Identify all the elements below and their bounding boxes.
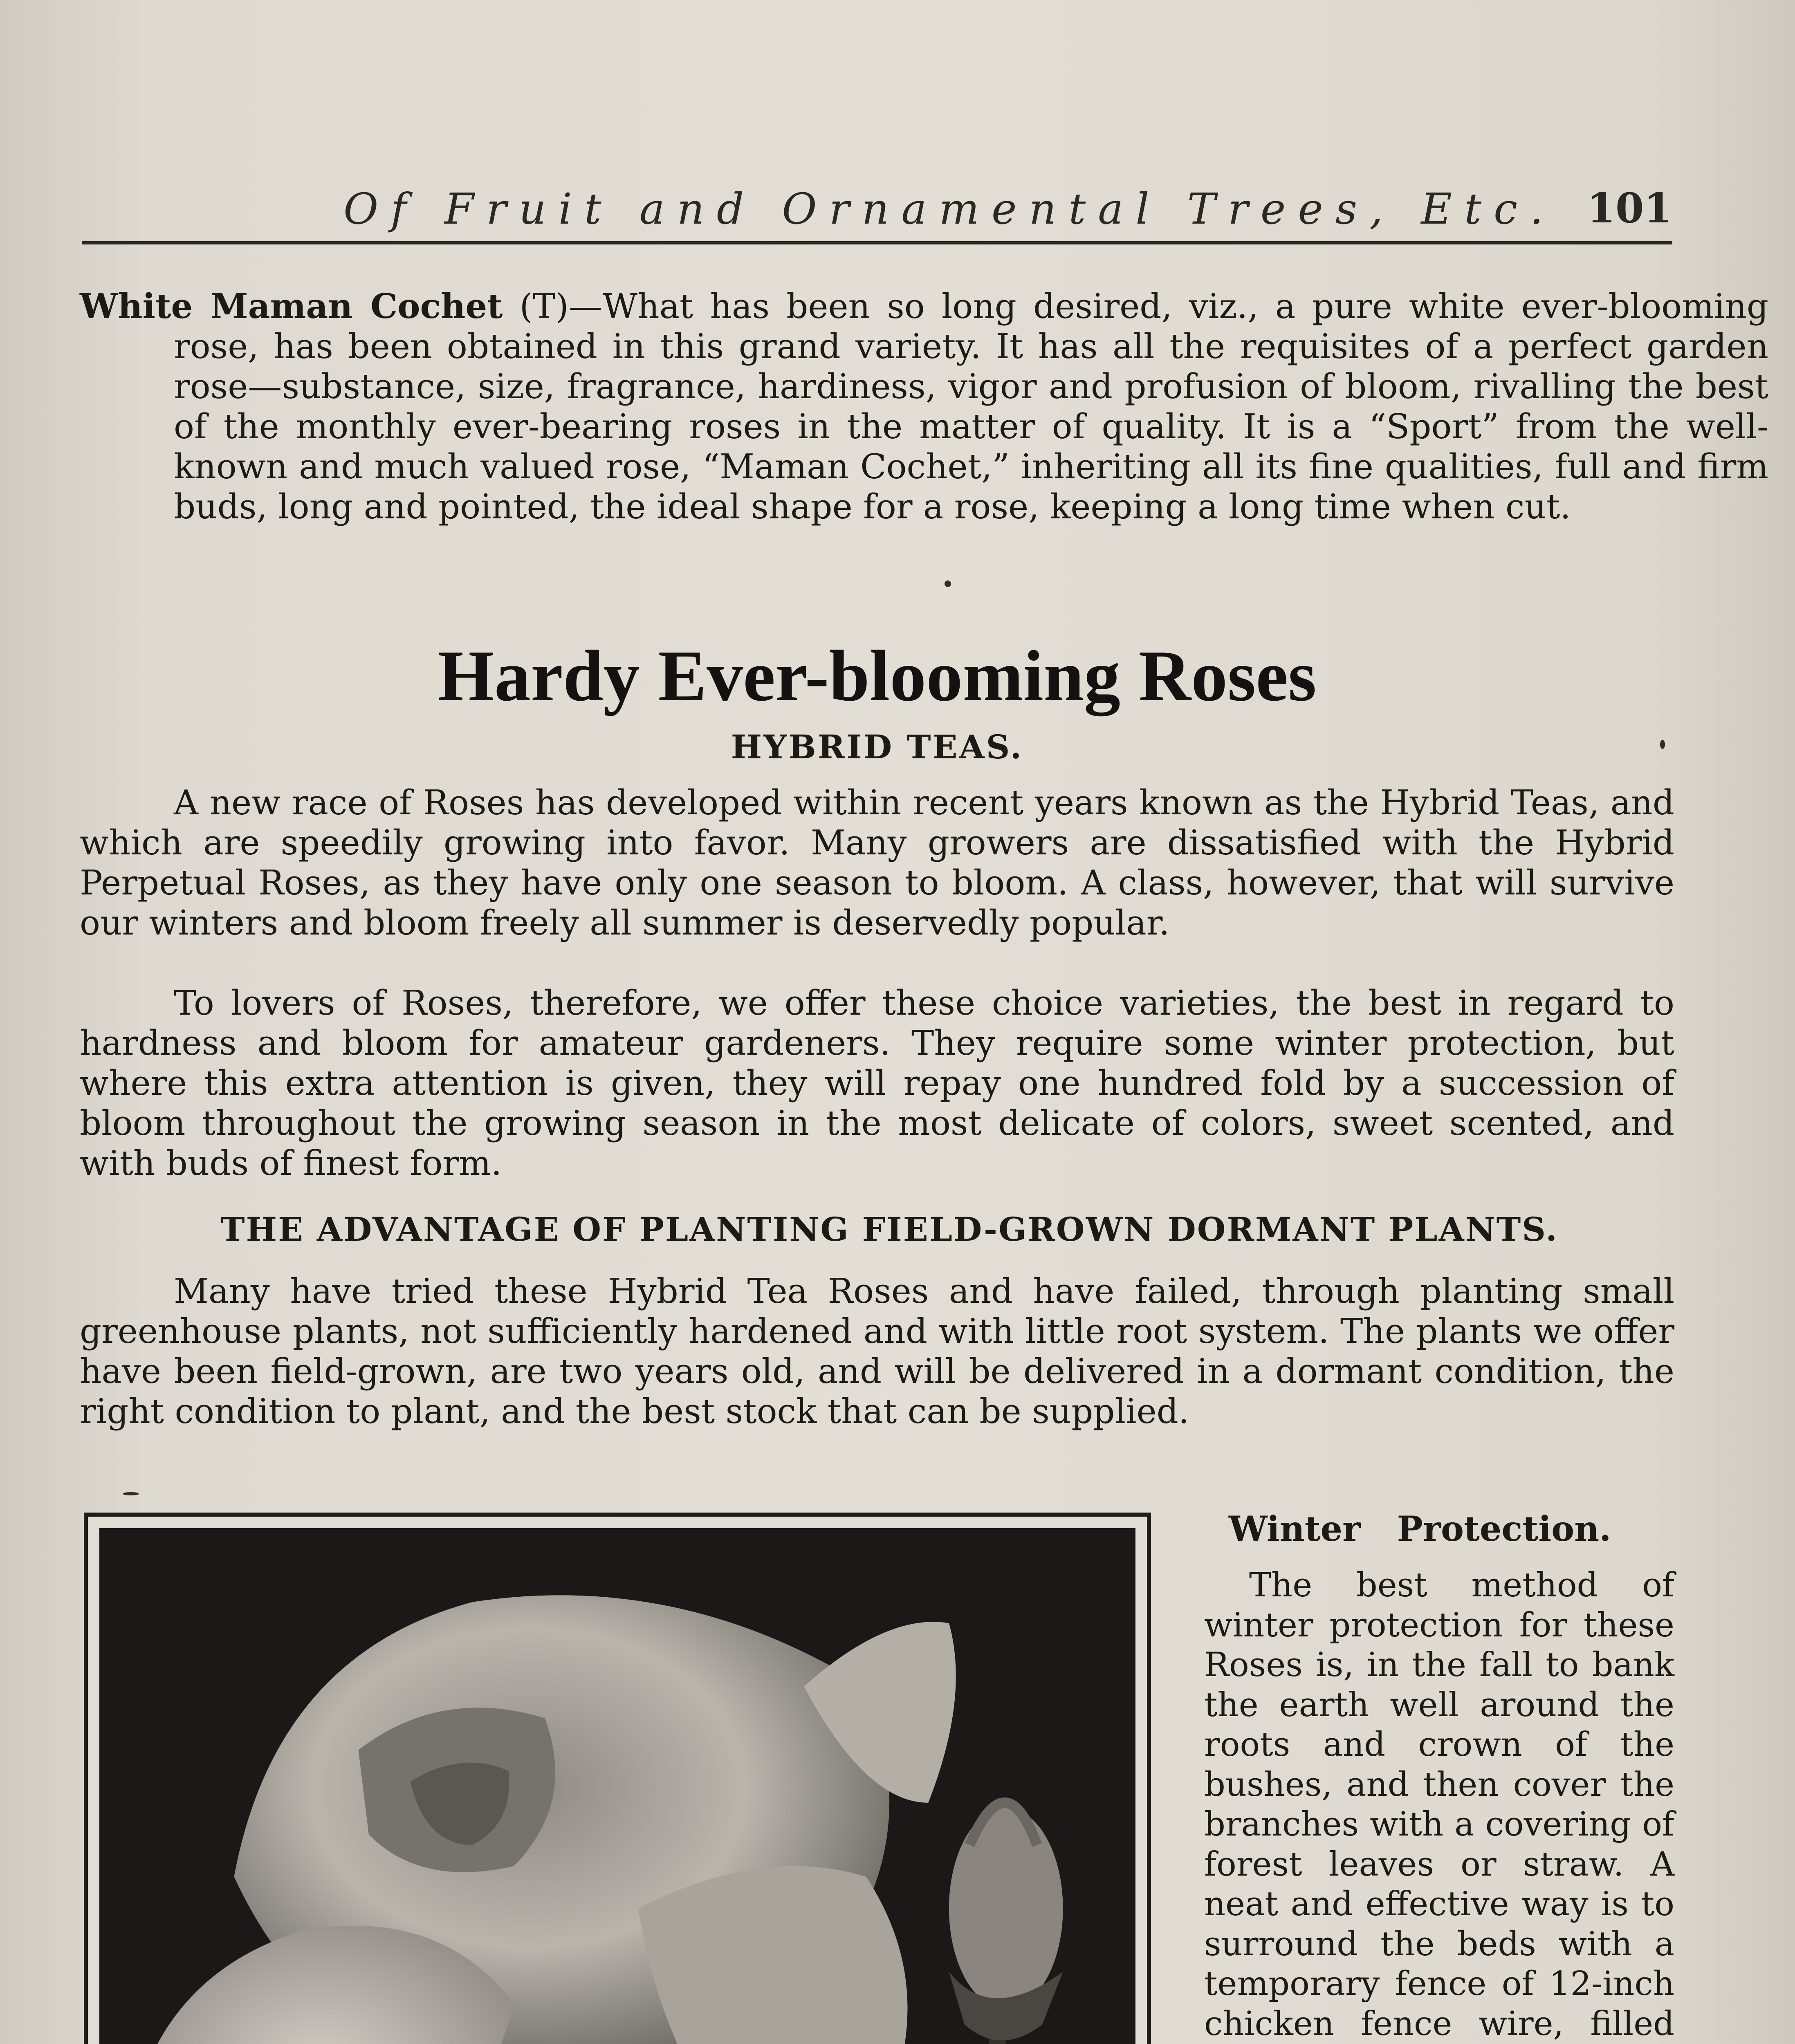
- rose-illustration: [99, 1528, 1135, 2044]
- advantage-heading: THE ADVANTAGE OF PLANTING FIELD-GROWN DORMANT PLANTS.: [220, 1210, 1558, 1248]
- rose-photo-frame: [84, 1513, 1151, 2044]
- advantage-paragraph: Many have tried these Hybrid Tea Roses and have failed, through planting small greenhouse plants, not sufficiently hardened and with little root system. The plants we offer have been field-grown, are two years old, and will be delivered in a dormant condition, the right condition to plant, and the best stock that can be supplied.: [80, 1271, 1674, 1431]
- paper-speck: [1660, 740, 1665, 749]
- intro-paragraph-2: To lovers of Roses, therefore, we offer these choice varieties, the best in regard to hardness and bloom for amateur gardeners. They require some winter protection, but where this extra attention is given, they will repay one hundred fold by a succession of bloom throughout the growing season in the most delicate of colors, sweet scented, and with buds of finest form.: [80, 983, 1674, 1183]
- paper-speck: [945, 580, 951, 587]
- page-number: 101: [1587, 184, 1672, 232]
- section-subtitle: HYBRID TEAS.: [731, 728, 1023, 766]
- winter-protection-text: The best method of winter protection for these Roses is, in the fall to bank the earth well around the roots and crown of the bushes, and then cover the branches with a covering of forest leaves or straw. A neat and effective way is to surround the beds with a temporary fence of 12-inch chicken fence wire, filled: [1204, 1566, 1674, 2043]
- winter-protection-heading: Winter Protection.: [1229, 1508, 1611, 1549]
- rose-photo: [99, 1528, 1135, 2044]
- paper-speck: [123, 1492, 139, 1495]
- intro-paragraph-1: A new race of Roses has developed within recent years known as the Hybrid Teas, and which are speedily growing into favor. Many growers are dissatisfied with the Hybrid Perpetual Roses, as they have only one season to bloom. A class, however, that will survive our winters and bloom freely all summer is deservedly popular.: [80, 783, 1674, 943]
- entry-description: (T)—What has been so long desired, viz., a pure white ever-blooming rose, has been obtained in this grand variety. It has all the requisites of a perfect garden rose—substance, size, fragrance, hardiness, vigor and profusion of bloom, rivalling the best of the monthly ever-bearing roses in the matter of quality. It is a “Sport” from the well-known and much valued rose, “Maman Cochet,” inheriting all its fine qualities, full and firm buds, long and pointed, the ideal shape for a rose, keeping a long time when cut.: [174, 287, 1768, 527]
- entry-white-maman-cochet: [80, 286, 1768, 527]
- running-header: [82, 180, 1672, 244]
- entry-name: White Maman Cochet: [80, 286, 503, 326]
- section-title: Hardy Ever-blooming Roses: [438, 635, 1317, 716]
- running-title: Of Fruit and Ornamental Trees, Etc.: [343, 184, 1556, 234]
